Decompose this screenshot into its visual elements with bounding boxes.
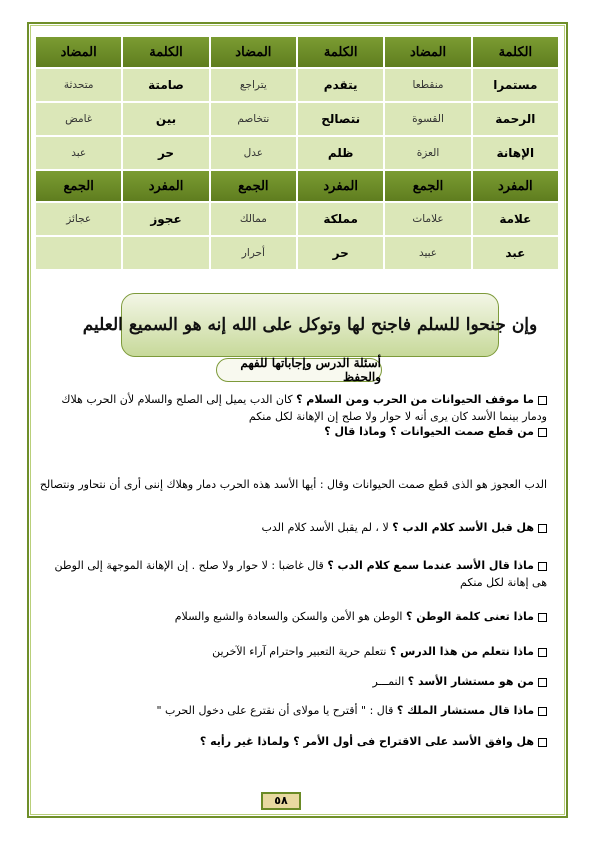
qa-item	[42, 608, 547, 625]
checkbox-icon	[538, 428, 547, 437]
answer-text: النمـــر	[372, 675, 408, 688]
table-cell: علامة	[472, 202, 559, 236]
table-cell: الرحمة	[472, 102, 559, 136]
checkbox-icon	[538, 738, 547, 747]
question-text: من قطع صمت الحيوانات ؟ وماذا قال ؟	[324, 425, 534, 438]
table-cell: حر	[122, 136, 209, 170]
checkbox-icon	[538, 562, 547, 571]
table-cell: مستمرا	[472, 68, 559, 102]
table-cell	[122, 236, 209, 270]
table-cell: عبد	[472, 236, 559, 270]
qa-item	[42, 519, 547, 536]
checkbox-icon	[538, 648, 547, 657]
answer-text: قال غاضبا : لا حوار ولا صلح . إن الإهانة الموجهة إلى الوطن هى إهانة لكل منكم	[54, 559, 547, 589]
table-cell: أحرار	[210, 236, 297, 270]
table-cell: يتقدم	[297, 68, 384, 102]
table-cell: عجوز	[122, 202, 209, 236]
question-text: ماذا تعنى كلمة الوطن ؟	[405, 610, 534, 623]
table-cell: المضاد	[384, 36, 471, 68]
table-cell: ممالك	[210, 202, 297, 236]
question-text: ماذا نتعلم من هذا الدرس ؟	[389, 645, 534, 658]
table-cell: المضاد	[210, 36, 297, 68]
table-row	[35, 102, 559, 136]
table-cell: الإهانة	[472, 136, 559, 170]
answer-text: الوطن هو الأمن والسكن والسعادة والشبع والسلام	[174, 610, 406, 623]
table-cell: الجمع	[210, 170, 297, 202]
section-title-text: أسئلة الدرس وإجاباتها للفهم والحفظ	[240, 356, 381, 384]
table-cell: الكلمة	[297, 36, 384, 68]
table-cell: المضاد	[35, 36, 122, 68]
table-cell: غامض	[35, 102, 122, 136]
table-cell: نتصالح	[297, 102, 384, 136]
qa-item	[42, 643, 547, 660]
table-cell: متحدثة	[35, 68, 122, 102]
table-header-row	[35, 170, 559, 202]
table-header-row	[35, 36, 559, 68]
table-cell: الجمع	[35, 170, 122, 202]
table-cell: الكلمة	[122, 36, 209, 68]
table-cell: المفرد	[472, 170, 559, 202]
question-text: هل وافق الأسد على الاقتراح فى أول الأمر ؟ ولماذا غير رأيه ؟	[199, 735, 534, 748]
table-cell: الكلمة	[472, 36, 559, 68]
table-cell: يتراجع	[210, 68, 297, 102]
table-cell: بين	[122, 102, 209, 136]
checkbox-icon	[538, 396, 547, 405]
table-cell: نتخاصم	[210, 102, 297, 136]
verse-text: وإن جنحوا للسلم فاجنح لها وتوكل على الله إنه هو السميع العليم	[82, 315, 538, 335]
table-cell: القسوة	[384, 102, 471, 136]
table-cell: ظلم	[297, 136, 384, 170]
checkbox-icon	[538, 707, 547, 716]
qa-item	[42, 423, 547, 440]
verse-banner	[82, 293, 538, 357]
qa-item	[42, 391, 547, 425]
question-text: ماذا قال مستشار الملك ؟	[396, 704, 534, 717]
table-cell: مملكة	[297, 202, 384, 236]
qa-item	[27, 476, 547, 493]
table-cell: عجائز	[35, 202, 122, 236]
question-text: ما موقف الحيوانات من الحرب ومن السلام ؟	[296, 393, 534, 406]
table-cell: علامات	[384, 202, 471, 236]
table-row	[35, 136, 559, 170]
answer-text: الدب العجوز هو الذى قطع صمت الحيوانات وقال : أيها الأسد هذه الحرب دمار وهلاك إننى أرى أن نتحاور ونتصالح	[39, 478, 547, 491]
qa-item	[42, 557, 547, 591]
page-number: ٥٨	[261, 792, 301, 810]
question-text: ماذا قال الأسد عندما سمع كلام الدب ؟	[327, 559, 534, 572]
table-cell: عدل	[210, 136, 297, 170]
qa-item	[42, 733, 547, 750]
table-cell: عبد	[35, 136, 122, 170]
table-cell: منقطعا	[384, 68, 471, 102]
table-cell: عبيد	[384, 236, 471, 270]
qa-item	[42, 673, 547, 690]
question-text: من هو مستشار الأسد ؟	[407, 675, 534, 688]
table-cell: حر	[297, 236, 384, 270]
table-cell: العزة	[384, 136, 471, 170]
checkbox-icon	[538, 613, 547, 622]
answer-text: نتعلم حرية التعبير واحترام آراء الآخرين	[212, 645, 390, 658]
table-row	[35, 202, 559, 236]
table-cell: الجمع	[384, 170, 471, 202]
table-cell: المفرد	[122, 170, 209, 202]
answer-text: قال : " أقترح يا مولاى أن نقترع على دخول الحرب "	[156, 704, 397, 717]
section-title	[216, 358, 382, 382]
checkbox-icon	[538, 524, 547, 533]
question-text: هل قبل الأسد كلام الدب ؟	[392, 521, 534, 534]
table-cell: صامتة	[122, 68, 209, 102]
qa-item	[42, 702, 547, 719]
answer-text: لا ، لم يقبل الأسد كلام الدب	[261, 521, 393, 534]
table-row	[35, 68, 559, 102]
answer-text: كان الدب يميل إلى الصلح والسلام لأن الحرب هلاك ودمار بينما الأسد كان يرى أنه لا حوار ولا صلح إن الإهانة لكل منكم	[61, 393, 547, 423]
table-cell: المفرد	[297, 170, 384, 202]
table-row	[35, 236, 559, 270]
checkbox-icon	[538, 678, 547, 687]
vocabulary-table	[35, 36, 559, 270]
table-cell	[35, 236, 122, 270]
